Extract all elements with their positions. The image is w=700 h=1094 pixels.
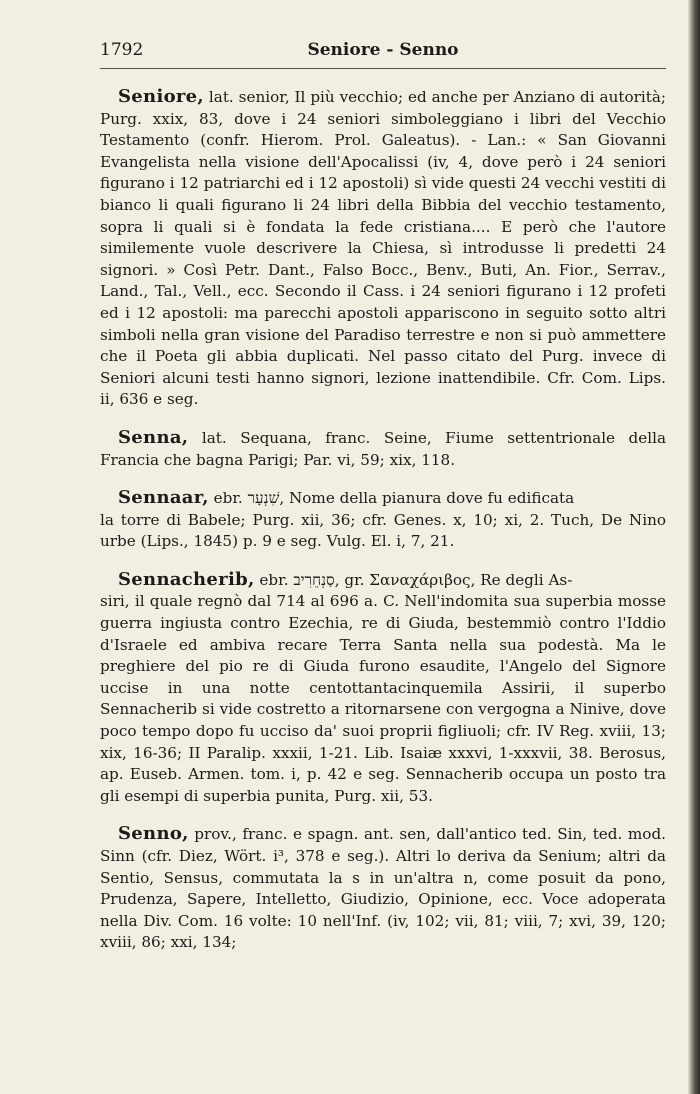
headword: Senna, xyxy=(118,426,189,448)
entry-senno xyxy=(100,823,666,954)
entry-sennacherib xyxy=(100,569,666,808)
entry-body: ebr. סַנְחֵרִיב, gr. Σαναχάριβος, Re degli As- siri, il quale regnò dal 714 al 696 a. C. Nell'indomita sua superbia mosse guerra ingiusta contro Ezechia, re di Giuda, bestemmiò contro l'Iddio d'Israele ed ambiva recare Terra Santa nella sua podestà. Ma le preghiere del pio re di Giuda furono esaudite, l'Angelo del Signore uccise in una notte centottantacinquemila Assirii, il superbo Sennacherib si vide costretto a ritornarsene con vergogna a Ninive, dove poco tempo dopo fu ucciso da' suoi proprii figliuoli; cfr. IV Reg. xviii, 13; xix, 16-36; II Paralip. xxxii, 1-21. Lib. Isaiæ xxxvi, 1-xxxvii, 38. Berosus, ap. Euseb. Armen. tom. i, p. 42 e seg. Sennacherib occupa un posto tra gli esempi di superbia punita, Purg. xii, 53. xyxy=(100,570,666,805)
headword: Seniore, xyxy=(118,86,204,107)
dictionary-text xyxy=(100,86,666,970)
page-edge-shadow xyxy=(688,0,700,1094)
running-title: Seniore - Senno xyxy=(307,40,459,60)
header-rule xyxy=(100,68,666,69)
page-header xyxy=(100,40,666,66)
headword: Sennacherib, xyxy=(118,568,255,590)
entry-body: lat. Sequana, franc. Seine, Fiume settentrionale della Francia che bagna Parigi; Par. vi, 59; xix, 118. xyxy=(100,428,667,469)
entry-seniore xyxy=(100,86,666,411)
entry-body: lat. senior, Il più vecchio; ed anche per Anziano di autorità; Purg. xxix, 83, dove i 24 seniori simboleggiano i libri del Vecchio Testamento (confr. Hierom. Prol. Galeatus). - Lan.: « San Giovanni Evangelista nella visione dell'Apocalissi (iv, 4, dove però i 24 seniori figurano i 12 patriarchi ed i 12 apostoli) sì vide questi 24 vecchi vestiti di bianco li quali figurano li 24 libri della Bibbia del vecchio testamento, sopra li quali si è fondata la fede cristiana.... E però che l'autore similemente vuole descrivere la Chiesa, sì introdusse li predetti 24 signori. » Così Petr. Dant., Falso Bocc., Benv., Buti, An. Fior., Serrav., Land., Tal., Vell., ecc. Secondo il Cass. i 24 seniori figurano i 12 profeti ed i 12 apostoli: ma parecchi apostoli appariscono in seguito sotto altri simboli nella gran visione del Paradiso terrestre e non si può ammettere che il Poeta gli abbia duplicati. Nel passo citato del Purg. invece di Seniori alcuni testi hanno signori, lezione inattendibile. Cfr. Com. Lips. ii, 636 e seg. xyxy=(100,88,667,409)
entry-sennaar xyxy=(100,487,666,553)
headword: Sennaar, xyxy=(118,487,209,509)
page-number: 1792 xyxy=(100,40,144,60)
headword: Senno, xyxy=(118,823,189,845)
entry-senna xyxy=(100,427,666,471)
entry-body: prov., franc. e spagn. ant. sen, dall'antico ted. Sin, ted. mod. Sinn (cfr. Diez, Wört. i³, 378 e seg.). Altri lo deriva da Senium; altri da Sentio, Sensus, commutata la s in un'altra n, come posuit da pono, Prudenza, Sapere, Intelletto, Giudizio, Opinione, ecc. Voce adoperata nella Div. Com. 16 volte: 10 nell'Inf. (iv, 102; vii, 81; viii, 7; xvi, 39, 120; xviii, 86; xxi, 134; xyxy=(100,825,667,952)
entry-body: ebr. שִׁנְעָר, Nome della pianura dove fu edificata la torre di Babele; Purg. xii, 36; cfr. Genes. x, 10; xi, 2. Tuch, De Nino urbe (Lips., 1845) p. 9 e seg. Vulg. El. i, 7, 21. xyxy=(100,489,666,551)
